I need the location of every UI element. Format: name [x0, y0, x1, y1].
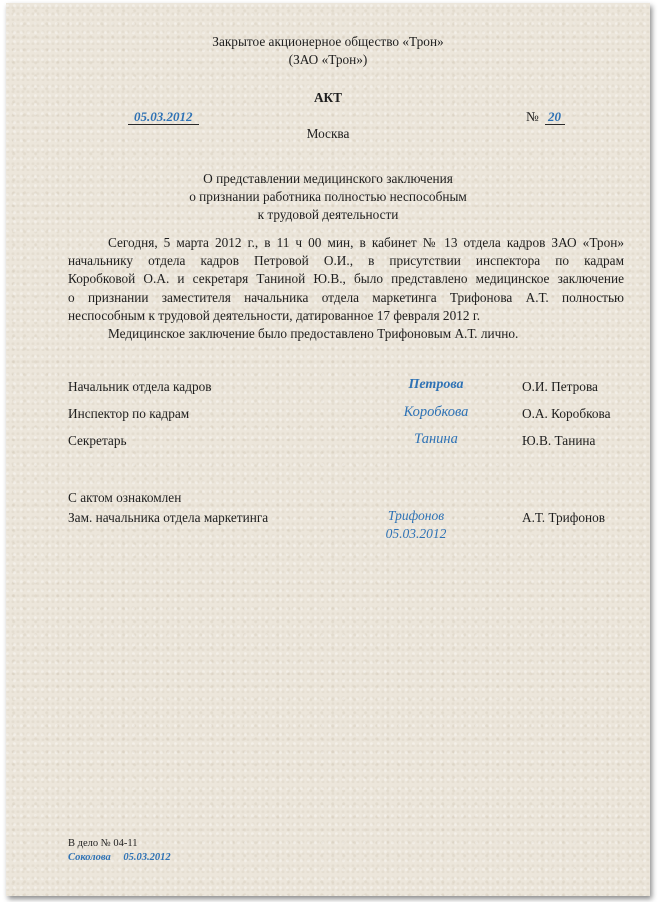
org-name: Закрытое акционерное общество «Трон» — [212, 34, 444, 49]
filing-stamp — [68, 852, 171, 863]
body-line-2: начальнику отдела кадров Петровой О.И., в присутствии инспектора по кадрам — [68, 253, 624, 269]
document-sheet — [6, 3, 650, 896]
subject-line-3: к трудовой деятельности — [257, 207, 399, 222]
document-date: 05.03.2012 — [128, 110, 199, 125]
filing-signature: Соколова — [68, 852, 111, 863]
acquainted-name: А.Т. Трифонов — [522, 510, 606, 525]
filing-date: 05.03.2012 — [123, 852, 171, 863]
document-type: АКТ — [313, 90, 343, 105]
org-short-name: (ЗАО «Трон») — [288, 52, 368, 67]
subject-line-2: о признании работника полностью неспособным — [189, 189, 467, 204]
subject-line-1: О представлении медицинского заключения — [203, 171, 453, 186]
body-paragraph-2: Медицинское заключение было предоставлено Трифоновым А.Т. лично. — [108, 326, 519, 341]
body-line-3: Коробковой О.А. и секретаря Таниной Ю.В., было представлено медицинское заключение — [68, 271, 624, 287]
acquainted-position: Зам. начальника отдела маркетинга — [68, 510, 269, 525]
document-date-field — [128, 109, 199, 125]
signature: Танина — [414, 431, 458, 447]
signer-position: Инспектор по кадрам — [68, 406, 190, 421]
body-line-1: Сегодня, 5 марта 2012 г., в 11 ч 00 мин, в кабинет № 13 отдела кадров ЗАО «Трон» — [108, 235, 624, 250]
filing-label: В дело № 04-11 — [68, 838, 138, 849]
acquainted-signature: Трифонов — [387, 508, 445, 523]
signer-name: О.И. Петрова — [522, 379, 598, 394]
signer-name: Ю.В. Танина — [522, 433, 596, 448]
document-number: 20 — [545, 110, 565, 125]
acquainted-date: 05.03.2012 — [385, 526, 447, 541]
signer-position: Секретарь — [68, 433, 127, 448]
acquainted-label: С актом ознакомлен — [68, 490, 182, 505]
body-line-5: неспособным к трудовой деятельности, датированное 17 февраля 2012 г. — [68, 307, 481, 323]
signer-position: Начальник отдела кадров — [68, 379, 212, 394]
signer-name: О.А. Коробкова — [522, 406, 611, 421]
document-place: Москва — [306, 126, 350, 141]
number-label: № — [526, 109, 539, 124]
signature: Петрова — [408, 377, 464, 392]
body-paragraph-1 — [68, 234, 624, 325]
document-number-field — [526, 109, 565, 125]
body-line-4: о признании заместителя начальника отдела маркетинга Трифонова А.Т. полностью — [68, 289, 624, 305]
signature: Коробкова — [403, 404, 469, 420]
